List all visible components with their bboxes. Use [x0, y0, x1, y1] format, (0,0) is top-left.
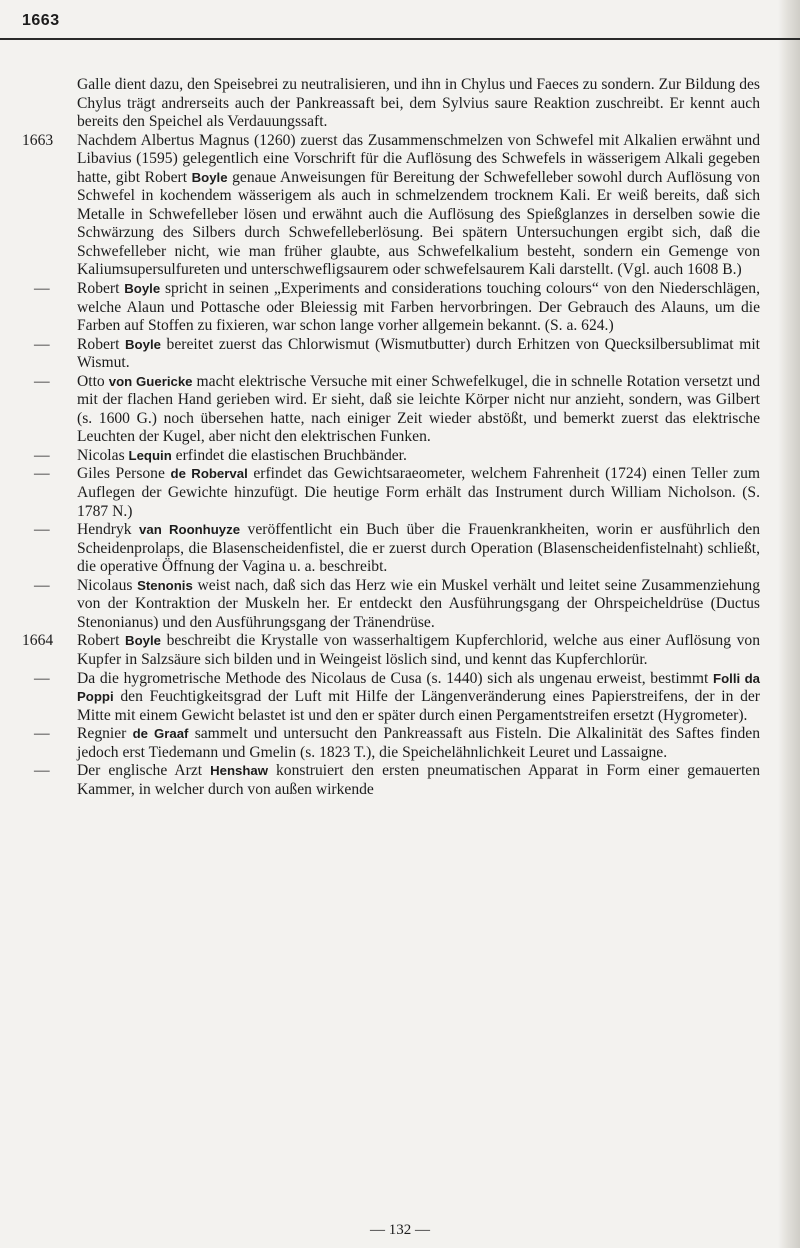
chronicle-entry — [0, 465, 800, 521]
entry-text: Regnier — [77, 725, 133, 743]
person-name: Boyle — [125, 336, 161, 352]
page-body — [0, 76, 800, 799]
chronicle-entry — [0, 762, 800, 799]
person-name: Boyle — [191, 169, 228, 185]
page-number: — 132 — — [370, 1222, 430, 1238]
person-name: van Roonhuyze — [139, 522, 241, 538]
entry-text: erfindet das Gewichtsaraeometer, welchem Fahrenheit (1724) einen Teller zum Auflegen der Gewichte hinzufügt. Die heutige Form erhält das Instrument durch William Nicholson. (S. 1787 N.) — [77, 465, 760, 520]
entry-dash-marker: — — [34, 762, 50, 780]
entry-text: den Feuchtigkeitsgrad der Luft mit Hilfe der Längenveränderung eines Papierstreifens, der in der Mitte mit einem Gewicht belastet ist und den er später durch einen Pergamentstreifen ersetzt (Hygrometer). — [77, 688, 760, 724]
entry-text: bereitet zuerst das Chlorwismut (Wismutbutter) durch Erhitzen von Quecksilbersublimat mit Wismut. — [77, 335, 760, 372]
chronicle-entry — [0, 373, 800, 447]
chronicle-entry — [0, 447, 800, 466]
entry-text: weist nach, daß sich das Herz wie ein Muskel verhält und leitet seine Zusammenziehung von der Kontraktion der Muskeln her. Er entdeckt den Ausführungsgang der Ohrspeicheldrüse (Ductus Stenonianus) und den Ausführungsgang der Tränendrüse. — [77, 576, 760, 631]
person-name: Stenonis — [137, 577, 193, 593]
entry-text: veröffentlicht ein Buch über die Frauenkrankheiten, worin er ausführlich den Scheidenprolaps, die Blasenscheidenfistel, die er zuerst durch Operation (Blasenscheidenfistelnaht) schließt, die operative Öffnung der Vagina u. a. beschreibt. — [77, 521, 760, 576]
person-name: Boyle — [124, 281, 161, 297]
entry-dash-marker: — — [34, 521, 50, 539]
person-name: Lequin — [128, 447, 172, 463]
chronicle-entry — [0, 725, 800, 762]
chronicle-entry — [0, 132, 800, 280]
person-name: de Graaf — [132, 726, 189, 742]
chronicle-entry — [0, 280, 800, 336]
entry-text: konstruiert den ersten pneumatischen Apparat in Form einer gemauerten Kammer, in welcher durch von außen wirkende — [77, 762, 760, 798]
chronicle-entry — [0, 670, 800, 726]
entry-dash-marker: — — [34, 335, 50, 353]
person-name: de Roberval — [170, 466, 248, 482]
entry-text: Nachdem Albertus Magnus (1260) zuerst das Zusammenschmelzen von Schwefel mit Alkalien erwähnt und Libavius (1595) gelegentlich eine Vorschrift für die Auflösung des Schwefels in wässerigem Alkali gegeben hatte, gibt Robert — [77, 131, 760, 186]
person-name: Henshaw — [210, 763, 269, 779]
entry-text: Galle dient dazu, den Speisebrei zu neutralisieren, und ihn in Chylus und Faeces zu sondern. Zur Bildung des Chylus trägt andrerseits auch der Pankreassaft bei, dem Sylvius saure Reaktion zuschreibt. Er kennt auch bereits den Speichel als Verdauungssaft. — [77, 76, 760, 131]
entry-text: erfindet die elastischen Bruchbänder. — [171, 446, 407, 464]
entry-text: macht elektrische Versuche mit einer Schwefelkugel, die in schnelle Rotation versetzt und mit der flachen Hand gerieben wird. Er sieht, daß sie leichte Körper nicht nur anzieht, sondern, was Gilbert (s. 1600 G.) noch übersehen hatte, nach einiger Zeit wieder abstößt, und bemerkt zuerst das elektrische Leuchten der Kugel, aber nicht den elektrischen Funken. — [77, 372, 761, 446]
entry-text: Otto — [77, 372, 109, 390]
entry-dash-marker: — — [34, 446, 50, 464]
chronicle-entry — [0, 577, 800, 633]
entry-text: Nicolaus — [77, 576, 138, 594]
person-name: von Guericke — [108, 373, 193, 389]
chronicle-entry — [0, 521, 800, 577]
entry-text: Da die hygrometrische Methode des Nicolaus de Cusa (s. 1440) sich als ungenau erweist, bestimmt — [77, 669, 714, 687]
entry-year-marker: 1664 — [22, 632, 54, 650]
entry-dash-marker: — — [34, 669, 50, 687]
entry-dash-marker: — — [34, 465, 50, 483]
entry-text: genaue Anweisungen für Bereitung der Schwefelleber sowohl durch Auflösung von Schwefel in kochendem wässerigem als auch in schmelzendem trocknem Kali. Er weiß bereits, daß sich Metalle in Schwefelleber lösen und erwähnt auch die Auflösung des Spießglanzes in derselben sowie die Schwärzung des Silbers durch Schwefelleberlösung. Bei spätern Untersuchungen ergibt sich, daß die Schwefelleber nicht, wie man früher glaubte, aus Schwefelkalium besteht, sondern ein Gemenge von Kaliumsupersulfureten und unterschwefligsaurem oder schwefelsaurem Kali darstellt. (Vgl. auch 1608 B.) — [77, 168, 760, 279]
entry-year-marker: 1663 — [22, 131, 54, 149]
page-header-year: 1663 — [22, 12, 60, 29]
entry-text: beschreibt die Krystalle von wasserhaltigem Kupferchlorid, welche aus einer Auflösung von Kupfer in Salzsäure sich bilden und in Weingeist löslich sind, und kennt das Kupferchlorür. — [77, 632, 760, 668]
person-name: Boyle — [125, 633, 161, 649]
entry-text: sammelt und untersucht den Pankreassaft aus Fisteln. Die Alkalinität des Saftes finden jedoch erst Tiedemann und Gmelin (s. 1823 T.), die Speichelähnlichkeit Leuret und Lassaigne. — [77, 725, 760, 761]
chronicle-entry — [0, 336, 800, 373]
entry-text: Nicolas — [77, 446, 129, 464]
entry-text: Hendryk — [77, 521, 140, 539]
entry-text: Robert — [77, 335, 126, 353]
person-name: Folli da Poppi — [77, 670, 761, 705]
entry-text: Robert — [77, 632, 126, 650]
entry-dash-marker: — — [34, 725, 50, 743]
entry-dash-marker: — — [34, 372, 50, 390]
entry-dash-marker: — — [34, 576, 50, 594]
entry-text: Der englische Arzt — [77, 762, 211, 780]
entry-text: spricht in seinen „Experiments and considerations touching colours“ von den Niederschlägen, welche Alaun und Pottasche oder Bleiessig mit Farben hervorbringen. Der Gebrauch des Alauns, um die Farben auf Stoffen zu fixieren, war schon lange vorher allgemein bekannt. (S. a. 624.) — [77, 280, 760, 335]
chronicle-entry — [0, 76, 800, 132]
chronicle-entry — [0, 632, 800, 669]
entry-dash-marker: — — [34, 280, 50, 298]
header-rule — [0, 38, 800, 40]
entry-text: Robert — [77, 280, 125, 298]
entry-text: Giles Persone — [77, 465, 171, 483]
